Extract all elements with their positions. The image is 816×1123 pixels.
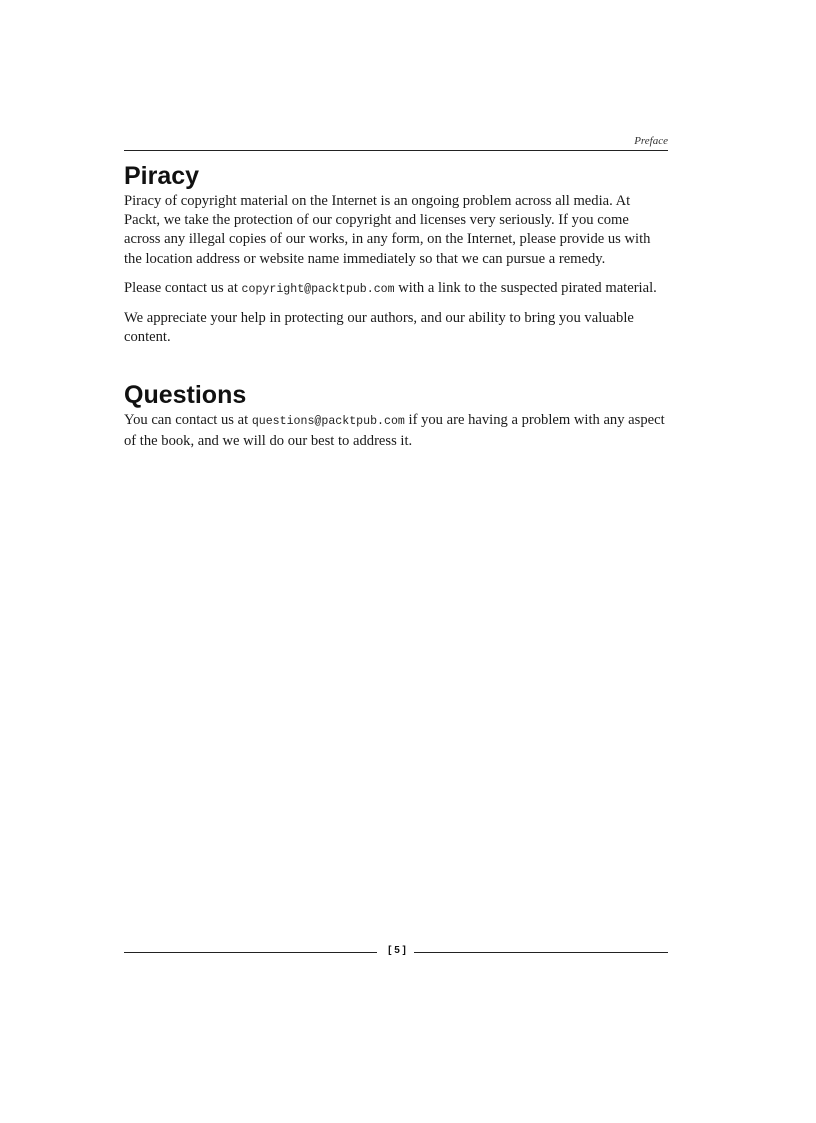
questions-text-before: You can contact us at (124, 412, 252, 429)
piracy-paragraph-2 (124, 279, 668, 299)
piracy-paragraph-3: We appreciate your help in protecting our authors, and our ability to bring you valuable content. (124, 310, 634, 346)
header-rule (124, 150, 668, 151)
copyright-email: copyright@packtpub.com (241, 282, 395, 296)
page-content (124, 160, 668, 461)
page-number: [ 5 ] (388, 945, 406, 956)
questions-paragraph-1 (124, 411, 668, 450)
piracy-paragraph-1: Piracy of copyright material on the Internet is an ongoing problem across all media. At Packt, we take the protection of our copyright and licenses very seriously. If you come across any illegal copies of our works, in any form, on the Internet, please provide us with the location address or website name immediately so that we can pursue a remedy. (124, 193, 651, 267)
questions-email: questions@packtpub.com (251, 415, 405, 429)
footer-rule-right (414, 952, 668, 953)
footer-rule-left (124, 952, 377, 953)
contact-text-before: Please contact us at (124, 279, 242, 296)
running-header (124, 135, 668, 151)
section-heading-questions: Questions (124, 381, 247, 410)
running-header-title: Preface (634, 135, 668, 147)
contact-text-after: with a link to the suspected pirated material. (394, 279, 657, 296)
section-questions (124, 379, 668, 450)
section-piracy (124, 160, 668, 347)
section-spacer (124, 357, 668, 379)
questions-text-after: if you are having a problem with any aspect of the book, and we will do our best to address it. (124, 412, 665, 449)
section-heading-piracy: Piracy (124, 162, 200, 190)
page-footer (124, 944, 668, 962)
